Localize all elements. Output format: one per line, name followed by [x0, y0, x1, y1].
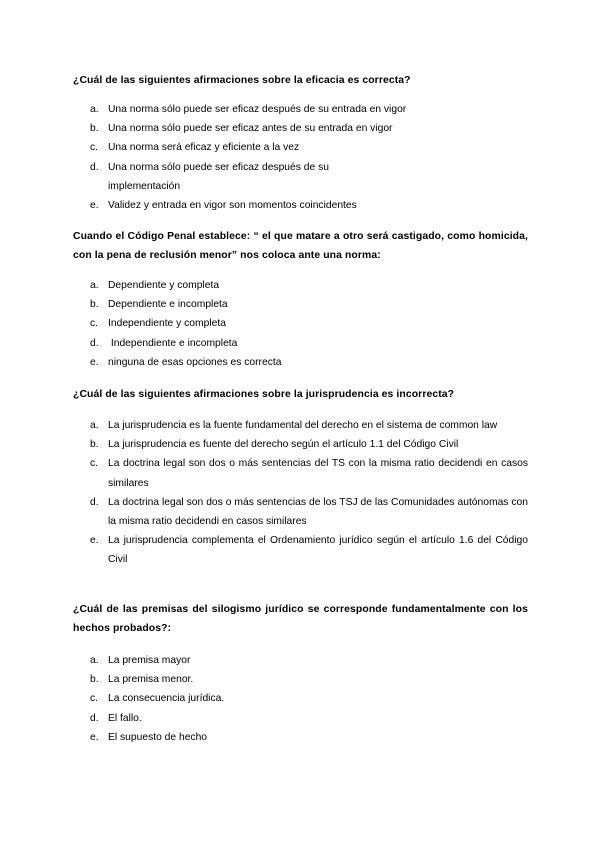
- option-text: La consecuencia jurídica.: [108, 693, 225, 705]
- option-marker: a.: [90, 280, 99, 291]
- question-2-options: [90, 276, 528, 372]
- option-text: La doctrina legal son dos o más sentencias de los TSJ de las Comunidades autónomas con la misma ratio decidendi en casos similares: [108, 496, 528, 528]
- option-item: [90, 119, 528, 138]
- option-item: [90, 531, 528, 569]
- option-text: El fallo.: [108, 712, 142, 724]
- option-item: [90, 314, 528, 333]
- option-item: [90, 295, 528, 314]
- question-2-title: Cuando el Código Penal establece: “ el que matare a otro será castigado, como homicida, con la pena de reclusión menor” nos coloca ante una norma:: [73, 231, 528, 261]
- option-item: [90, 651, 528, 670]
- option-marker: b.: [90, 123, 99, 135]
- option-text: Una norma sólo puede ser eficaz después de su entrada en vigor: [108, 104, 407, 115]
- option-marker: c.: [90, 458, 99, 470]
- option-text: Validez y entrada en vigor son momentos coincidentes: [108, 200, 357, 212]
- option-marker: a.: [90, 104, 99, 115]
- option-item: [90, 196, 528, 215]
- question-1-options: [90, 100, 528, 215]
- option-item: [90, 689, 528, 708]
- option-text: La jurisprudencia es fuente del derecho según el artículo 1.1 del Código Civil: [108, 439, 459, 451]
- option-text: La jurisprudencia complementa el Ordenamiento jurídico según el artículo 1.6 del Código Civil: [108, 535, 528, 566]
- option-item: [90, 158, 358, 196]
- option-item: [90, 276, 528, 295]
- option-text: Independiente e incompleta: [108, 337, 238, 349]
- option-text: Dependiente y completa: [108, 280, 220, 291]
- option-marker: e.: [90, 535, 99, 547]
- option-text: La doctrina legal son dos o más sentencias del TS con la misma ratio decidendi en casos similares: [108, 458, 528, 489]
- option-marker: b.: [90, 299, 99, 311]
- option-text: La jurisprudencia es la fuente fundamental del derecho en el sistema de common law: [108, 420, 498, 431]
- option-marker: c.: [90, 318, 99, 330]
- question-3-title: ¿Cuál de las siguientes afirmaciones sobre la jurisprudencia es incorrecta?: [73, 389, 455, 400]
- question-4-options: [90, 651, 528, 747]
- option-text: La premisa mayor: [108, 655, 191, 666]
- option-text: La premisa menor.: [108, 674, 194, 686]
- option-item: [90, 728, 528, 747]
- option-text: Independiente y completa: [108, 318, 226, 330]
- question-4-title: ¿Cuál de las premisas del silogismo jurídico se corresponde fundamentalmente con los hechos probados?:: [73, 604, 528, 634]
- option-item: [90, 334, 528, 353]
- option-marker: b.: [90, 439, 99, 451]
- option-marker: c.: [90, 142, 99, 154]
- question-1-title: ¿Cuál de las siguientes afirmaciones sobre la eficacia es correcta?: [73, 75, 411, 86]
- option-marker: d.: [90, 161, 99, 173]
- option-marker: b.: [90, 674, 99, 686]
- option-marker: d.: [90, 496, 99, 508]
- option-item: [90, 493, 528, 531]
- option-text: ninguna de esas opciones es correcta: [108, 356, 282, 368]
- option-item: [90, 353, 528, 372]
- option-item: [90, 454, 528, 492]
- option-item: [90, 435, 528, 454]
- option-item: [90, 709, 528, 728]
- option-marker: e.: [90, 356, 99, 368]
- option-marker: d.: [90, 337, 99, 349]
- option-item: [90, 670, 528, 689]
- option-marker: c.: [90, 693, 99, 705]
- option-item: [90, 416, 528, 435]
- option-marker: a.: [90, 655, 99, 666]
- option-item: [90, 138, 528, 157]
- option-marker: a.: [90, 420, 99, 431]
- option-item: [90, 100, 528, 119]
- option-marker: d.: [90, 712, 99, 724]
- question-3-options: [90, 416, 528, 570]
- option-marker: e.: [90, 731, 99, 743]
- option-text: Dependiente e incompleta: [108, 299, 228, 311]
- option-text: El supuesto de hecho: [108, 731, 208, 743]
- option-marker: e.: [90, 200, 99, 212]
- option-text: Una norma sólo puede ser eficaz antes de su entrada en vigor: [108, 123, 393, 135]
- option-text: Una norma sólo puede ser eficaz después de su implementación: [108, 161, 329, 192]
- option-text: Una norma será eficaz y eficiente a la vez: [108, 142, 300, 154]
